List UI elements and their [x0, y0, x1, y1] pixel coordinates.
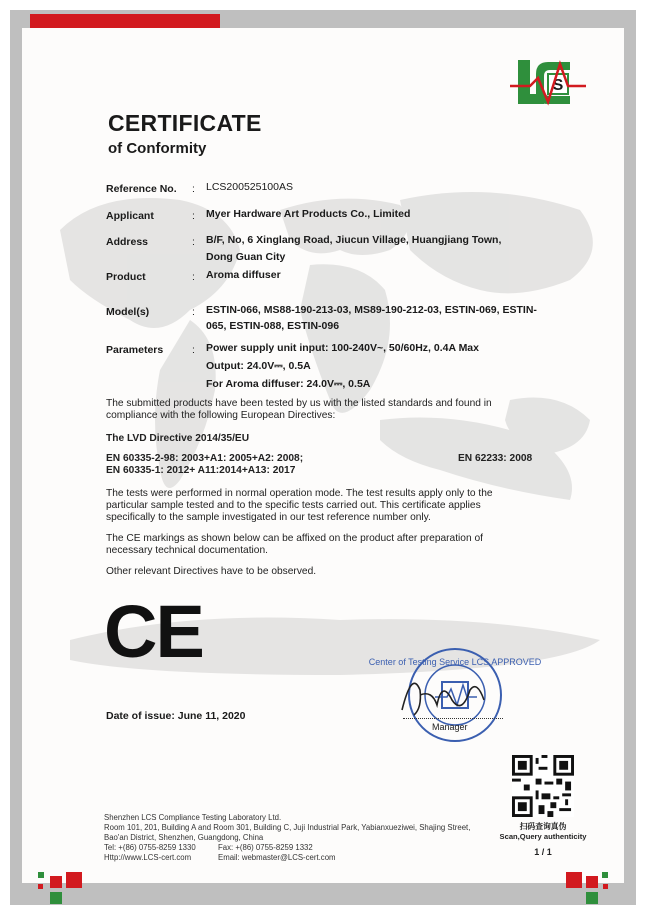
tests-paragraph: The tests were performed in normal operation mode. The test results apply only to the particular sample tested and to the specific tests carried out. This certificate applies specifically to the sample investigated in our test reference number only. [106, 488, 493, 523]
submitted-paragraph: The submitted products have been tested by us with the listed standards and found in compliance with the following European Directives: [106, 398, 492, 421]
models-line1: ESTIN-066, MS88-190-213-03, MS89-190-212-03, ESTIN-069, ESTIN- [206, 304, 537, 316]
corner-square [38, 872, 44, 878]
parameters-colon: : [192, 344, 195, 356]
parameters-line1: Power supply unit input: 100-240V~, 50/60Hz, 0.4A Max [206, 342, 479, 354]
footer-address2: Bao'an District, Shenzhen, Guangdong, China [104, 833, 264, 842]
footer-web: Http://www.LCS-cert.com [104, 853, 192, 862]
qr-caption-en: Scan,Query authenticity [499, 832, 587, 841]
reference-label: Reference No. [106, 183, 177, 195]
corner-square [50, 892, 62, 904]
applicant-colon: : [192, 210, 195, 222]
corner-square [586, 876, 598, 888]
models-label: Model(s) [106, 306, 150, 318]
standard-line2: EN 60335-1: 2012+ A11:2014+A13: 2017 [106, 465, 296, 476]
stamp-text: Center of Testing Service LCS APPROVED [368, 657, 542, 667]
address-line1: B/F, No, 6 Xinglang Road, Jiucun Village, Huangjiang Town, [206, 234, 502, 246]
signature-role: Manager [432, 722, 468, 732]
models-colon: : [192, 306, 195, 318]
corner-square [602, 872, 608, 878]
corner-square [586, 892, 598, 904]
page-number: 1 / 1 [534, 847, 552, 857]
address-label: Address [106, 236, 149, 248]
standard-right: EN 62233: 2008 [458, 453, 533, 464]
manager-signature [392, 660, 502, 730]
lcs-logo-letter: S [552, 77, 564, 94]
corner-square [66, 872, 82, 888]
product-colon: : [192, 271, 195, 283]
corner-square [50, 876, 62, 888]
ce-mark: CE [104, 590, 203, 673]
footer-email: Email: webmaster@LCS-cert.com [218, 853, 336, 862]
corner-square [566, 872, 582, 888]
corner-square [38, 884, 43, 889]
footer-address1: Room 101, 201, Building A and Room 301, Building C, Juji Industrial Park, Yabianxueziwei, Shajing Street, [104, 823, 471, 832]
qr-code [512, 755, 574, 817]
parameters-label: Parameters [106, 344, 164, 356]
corner-square [603, 884, 608, 889]
reference-colon: : [192, 183, 195, 195]
footer-lab-name: Shenzhen LCS Compliance Testing Laboratory Ltd. [104, 813, 282, 822]
qr-caption-cn: 扫码查询真伪 [519, 822, 567, 831]
applicant-value: Myer Hardware Art Products Co., Limited [206, 208, 411, 220]
reference-value: LCS200525100AS [206, 181, 293, 193]
certificate-title: CERTIFICATE [108, 110, 262, 136]
certificate-subtitle: of Conformity [108, 140, 207, 157]
directive-heading: The LVD Directive 2014/35/EU [106, 433, 250, 444]
lcs-logo [508, 56, 588, 114]
other-paragraph: Other relevant Directives have to be observed. [106, 566, 317, 577]
applicant-label: Applicant [106, 210, 154, 222]
parameters-line2: Output: 24.0V⎓, 0.5A [206, 360, 311, 372]
footer-fax: Fax: +(86) 0755-8259 1332 [218, 843, 313, 852]
signature-line [403, 718, 503, 719]
product-label: Product [106, 271, 146, 283]
ce-paragraph: The CE markings as shown below can be affixed on the product after preparation of necessary technical documentation. [106, 533, 483, 556]
parameters-line3: For Aroma diffuser: 24.0V⎓, 0.5A [206, 378, 371, 390]
footer-tel: Tel: +(86) 0755-8259 1330 [104, 843, 196, 852]
date-of-issue: Date of issue: June 11, 2020 [106, 710, 246, 722]
standard-line1: EN 60335-2-98: 2003+A1: 2005+A2: 2008; [106, 453, 304, 464]
address-colon: : [192, 236, 195, 248]
address-line2: Dong Guan City [206, 251, 286, 263]
product-value: Aroma diffuser [206, 269, 281, 281]
models-line2: 065, ESTIN-088, ESTIN-096 [206, 320, 340, 332]
